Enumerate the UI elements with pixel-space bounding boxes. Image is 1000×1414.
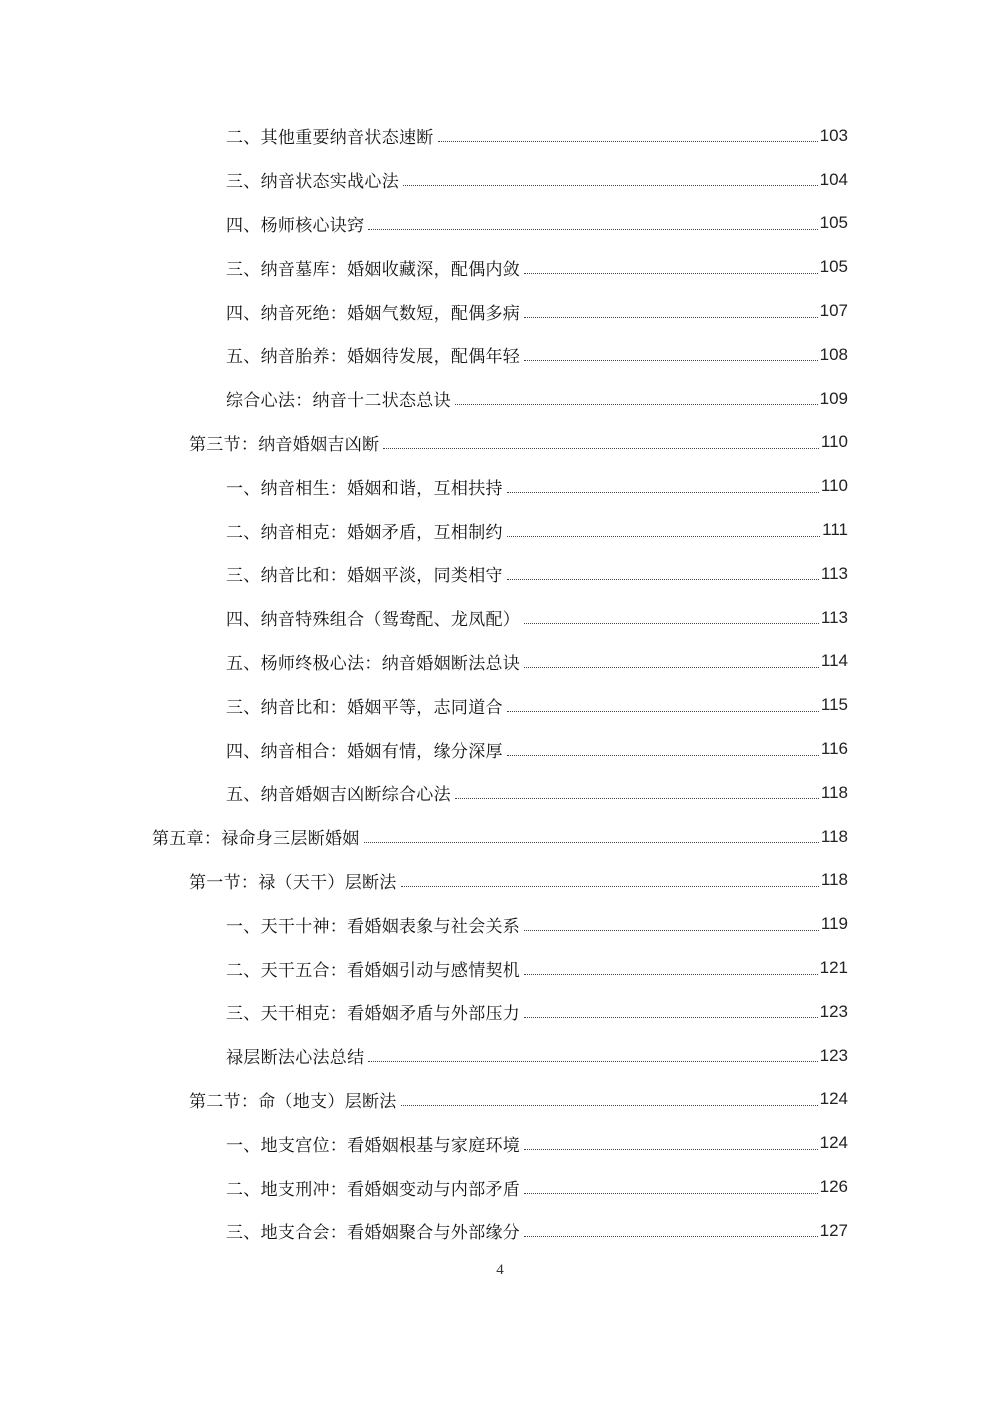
toc-entry[interactable] xyxy=(0,289,1000,333)
toc-entry-page: 126 xyxy=(819,1177,848,1197)
table-of-contents xyxy=(0,114,1000,1253)
toc-entry[interactable] xyxy=(0,1121,1000,1165)
toc-entry-title: 一、天干十神：看婚姻表象与社会关系 xyxy=(226,916,521,937)
toc-entry-page: 115 xyxy=(820,695,848,715)
toc-dot-leader xyxy=(383,448,819,449)
toc-entry-page: 123 xyxy=(819,1001,848,1021)
toc-entry[interactable] xyxy=(0,508,1000,552)
toc-dot-leader xyxy=(524,360,818,361)
toc-entry-title: 四、纳音死绝：婚姻气数短，配偶多病 xyxy=(226,303,521,324)
toc-entry-page: 104 xyxy=(819,169,848,189)
toc-entry[interactable] xyxy=(0,902,1000,946)
toc-entry-page: 109 xyxy=(819,388,848,408)
toc-entry[interactable] xyxy=(0,1034,1000,1078)
toc-dot-leader xyxy=(438,141,818,142)
toc-entry[interactable] xyxy=(0,771,1000,815)
toc-entry-title: 二、纳音相克：婚姻矛盾，互相制约 xyxy=(226,522,503,543)
toc-entry-title: 禄层断法心法总结 xyxy=(226,1048,365,1069)
toc-entry[interactable] xyxy=(0,377,1000,421)
toc-entry-page: 108 xyxy=(819,344,848,364)
toc-dot-leader xyxy=(524,1149,818,1150)
toc-entry[interactable] xyxy=(0,640,1000,684)
toc-dot-leader xyxy=(368,1061,817,1062)
toc-entry-page: 107 xyxy=(819,301,848,321)
toc-entry-page: 118 xyxy=(820,870,848,890)
toc-entry[interactable] xyxy=(0,815,1000,859)
toc-entry-title: 二、地支刑冲：看婚姻变动与内部矛盾 xyxy=(226,1179,521,1200)
toc-entry-page: 110 xyxy=(820,432,848,452)
toc-dot-leader xyxy=(401,1105,818,1106)
toc-entry-title: 五、纳音胎养：婚姻待发展，配偶年轻 xyxy=(226,347,521,368)
toc-entry-page: 105 xyxy=(819,257,848,277)
toc-entry-title: 二、其他重要纳音状态速断 xyxy=(226,128,434,149)
toc-entry[interactable] xyxy=(0,1165,1000,1209)
toc-entry-title: 三、纳音墓库：婚姻收藏深，配偶内敛 xyxy=(226,259,521,280)
toc-entry-title: 四、纳音特殊组合（鸳鸯配、龙凤配） xyxy=(226,610,521,631)
toc-entry-title: 综合心法：纳音十二状态总诀 xyxy=(226,391,451,412)
toc-entry-page: 113 xyxy=(820,607,848,627)
toc-dot-leader xyxy=(507,711,819,712)
toc-entry-title: 三、地支合会：看婚姻聚合与外部缘分 xyxy=(226,1223,521,1244)
toc-entry-page: 111 xyxy=(822,520,848,540)
toc-entry-page: 119 xyxy=(820,914,848,934)
toc-entry-title: 四、纳音相合：婚姻有情，缘分深厚 xyxy=(226,741,503,762)
toc-dot-leader xyxy=(507,536,820,537)
toc-entry-page: 103 xyxy=(819,125,848,145)
toc-entry[interactable] xyxy=(0,1078,1000,1122)
toc-entry-title: 三、纳音比和：婚姻平等，志同道合 xyxy=(226,697,503,718)
toc-dot-leader xyxy=(455,404,818,405)
toc-entry-page: 124 xyxy=(819,1133,848,1153)
toc-entry[interactable] xyxy=(0,1209,1000,1253)
toc-entry-page: 114 xyxy=(820,651,848,671)
toc-entry[interactable] xyxy=(0,683,1000,727)
toc-dot-leader xyxy=(524,623,819,624)
toc-entry[interactable] xyxy=(0,990,1000,1034)
toc-dot-leader xyxy=(524,1236,818,1237)
toc-entry[interactable] xyxy=(0,245,1000,289)
toc-entry-title: 五、杨师终极心法：纳音婚姻断法总诀 xyxy=(226,653,521,674)
toc-entry[interactable] xyxy=(0,946,1000,990)
toc-dot-leader xyxy=(368,229,817,230)
toc-dot-leader xyxy=(364,842,819,843)
toc-dot-leader xyxy=(524,1193,818,1194)
toc-dot-leader xyxy=(524,667,819,668)
toc-dot-leader xyxy=(524,273,818,274)
toc-entry-title: 二、天干五合：看婚姻引动与感情契机 xyxy=(226,960,521,981)
toc-entry-title: 一、纳音相生：婚姻和谐，互相扶持 xyxy=(226,478,503,499)
toc-entry-title: 五、纳音婚姻吉凶断综合心法 xyxy=(226,785,451,806)
toc-dot-leader xyxy=(507,579,819,580)
toc-entry-page: 118 xyxy=(820,782,848,802)
toc-entry-title: 三、纳音状态实战心法 xyxy=(226,172,399,193)
toc-entry[interactable] xyxy=(0,727,1000,771)
toc-dot-leader xyxy=(524,1017,818,1018)
toc-entry-page: 127 xyxy=(819,1220,848,1240)
toc-entry-page: 116 xyxy=(820,739,848,759)
toc-dot-leader xyxy=(524,930,819,931)
toc-entry[interactable] xyxy=(0,114,1000,158)
toc-entry-page: 121 xyxy=(819,958,848,978)
toc-entry-title: 三、纳音比和：婚姻平淡，同类相守 xyxy=(226,566,503,587)
toc-entry[interactable] xyxy=(0,859,1000,903)
toc-dot-leader xyxy=(403,185,818,186)
toc-entry-title: 第五章：禄命身三层断婚姻 xyxy=(152,829,360,850)
toc-entry-title: 第二节：命（地支）层断法 xyxy=(189,1091,397,1112)
toc-dot-leader xyxy=(507,492,819,493)
toc-entry[interactable] xyxy=(0,552,1000,596)
toc-entry[interactable] xyxy=(0,202,1000,246)
toc-entry-title: 一、地支宫位：看婚姻根基与家庭环境 xyxy=(226,1135,521,1156)
toc-dot-leader xyxy=(524,317,818,318)
toc-entry-page: 110 xyxy=(820,476,848,496)
toc-dot-leader xyxy=(507,755,819,756)
toc-dot-leader xyxy=(455,798,819,799)
toc-entry[interactable] xyxy=(0,421,1000,465)
toc-entry[interactable] xyxy=(0,596,1000,640)
toc-entry-title: 第一节：禄（天干）层断法 xyxy=(189,872,397,893)
toc-entry[interactable] xyxy=(0,464,1000,508)
toc-dot-leader xyxy=(524,974,818,975)
page-number: 4 xyxy=(496,1262,504,1278)
toc-entry-title: 第三节：纳音婚姻吉凶断 xyxy=(189,434,380,455)
toc-entry-title: 四、杨师核心诀窍 xyxy=(226,215,365,236)
toc-entry-title: 三、天干相克：看婚姻矛盾与外部压力 xyxy=(226,1004,521,1025)
toc-entry[interactable] xyxy=(0,333,1000,377)
toc-entry-page: 123 xyxy=(819,1045,848,1065)
toc-entry-page: 113 xyxy=(820,563,848,583)
toc-entry-page: 105 xyxy=(819,213,848,233)
toc-entry-page: 118 xyxy=(820,826,848,846)
toc-entry-page: 124 xyxy=(819,1089,848,1109)
toc-entry[interactable] xyxy=(0,158,1000,202)
toc-dot-leader xyxy=(401,886,819,887)
